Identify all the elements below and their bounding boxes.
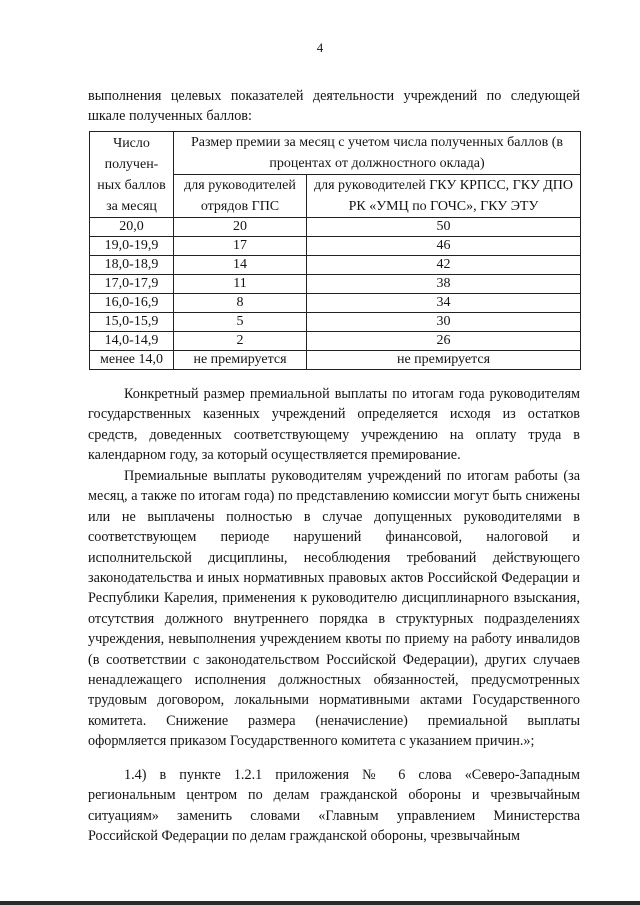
bonus-table	[89, 131, 581, 370]
cell-score: 14,0-14,9	[90, 332, 174, 351]
header-other: для руководителей ГКУ КРПСС, ГКУ ДПО РК «УМЦ по ГОЧС», ГКУ ЭТУ	[307, 175, 581, 218]
cell-score: 18,0-18,9	[90, 256, 174, 275]
paragraph-bonus-reduction: Премиальные выплаты руководителям учреждений по итогам работы (за месяц, а также по итогам года) по представлению комиссии могут быть снижены или не выплачены полностью в случае допущенных руководителями в соответствующем периоде нарушений финансовой, налоговой и исполнительской дисциплины, несоблюдения требований действующего законодательства и иных нормативных правовых актов Российской Федерации и Республики Карелия, применения к руководителю дисциплинарного взыскания, отсутствия должного внутреннего порядка в структурных подразделениях учреждения, невыполнения учреждением квоты по приему на работу инвалидов (в соответствии с законодательством Российской Федерации), других случаев ненадлежащего исполнения должностных обязанностей, предусмотренных трудовым договором, локальными нормативными актами Государственного комитета. Снижение размера (неначисление) премиальной выплаты оформляется приказом Государственного комитета с указанием причин.»;	[88, 468, 580, 750]
cell-gps: 8	[174, 294, 307, 313]
header-gps: для руководителей отрядов ГПС	[174, 175, 307, 218]
cell-other: 34	[307, 294, 581, 313]
cell-other: 42	[307, 256, 581, 275]
cell-other: 46	[307, 237, 581, 256]
table-row	[90, 237, 581, 256]
cell-other: 38	[307, 275, 581, 294]
paragraph-amendment: 1.4) в пункте 1.2.1 приложения № 6 слова «Северо-Западным региональным центром по делам гражданской обороны и чрезвычайным ситуациям» заменить словами «Главным управлением Министерства Российской Федерации по делам гражданской обороны, чрезвычайным	[88, 767, 580, 845]
cell-gps: 2	[174, 332, 307, 351]
cell-other: 26	[307, 332, 581, 351]
table-row	[90, 218, 581, 237]
table-row	[90, 332, 581, 351]
cell-score: 20,0	[90, 218, 174, 237]
cell-score: 19,0-19,9	[90, 237, 174, 256]
cell-score: 17,0-17,9	[90, 275, 174, 294]
intro-text: выполнения целевых показателей деятельности учреждений по следующей шкале полученных баллов:	[88, 88, 580, 124]
paragraph-annual-bonus: Конкретный размер премиальной выплаты по итогам года руководителям государственных казенных учреждений определяется исходя из остатков средств, доведенных соответствующему учреждению на оплату труда в календарном году, за который осуществляется премирование.	[88, 386, 580, 464]
cell-score: менее 14,0	[90, 351, 174, 370]
cell-score: 15,0-15,9	[90, 313, 174, 332]
table-row	[90, 294, 581, 313]
cell-gps: 17	[174, 237, 307, 256]
table-row	[90, 351, 581, 370]
cell-gps: 11	[174, 275, 307, 294]
table-row	[90, 313, 581, 332]
cell-gps: 20	[174, 218, 307, 237]
cell-other: 30	[307, 313, 581, 332]
cell-score: 16,0-16,9	[90, 294, 174, 313]
cell-other: 50	[307, 218, 581, 237]
cell-gps: 5	[174, 313, 307, 332]
table-row	[90, 275, 581, 294]
page-number: 4	[316, 40, 324, 55]
header-bonus-size: Размер премии за месяц с учетом числа полученных баллов (в процентах от должностного оклада)	[174, 132, 581, 175]
cell-gps: не премируется	[174, 351, 307, 370]
table-row	[90, 256, 581, 275]
cell-other: не премируется	[307, 351, 581, 370]
cell-gps: 14	[174, 256, 307, 275]
header-score: Число получен-ных баллов за месяц	[90, 132, 174, 218]
scan-bottom-edge	[0, 901, 640, 905]
